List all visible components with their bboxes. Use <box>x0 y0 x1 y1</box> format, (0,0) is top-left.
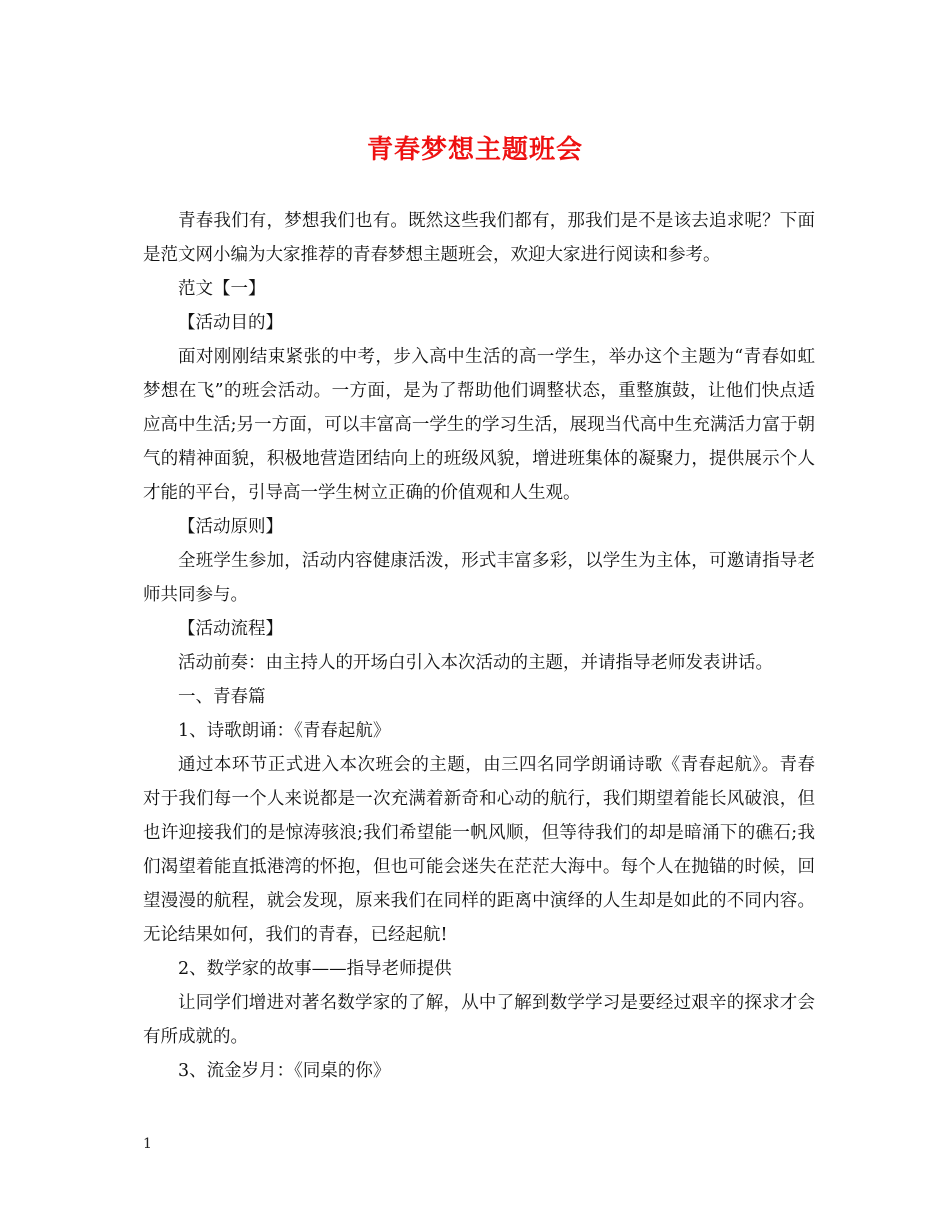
item-heading-song: 3、流金岁月：《同桌的你》 <box>178 1061 391 1081</box>
document-body <box>143 204 815 1088</box>
poem-paragraph: 通过本环节正式进入本次班会的主题，由三四名同学朗诵诗歌《青春起航》。青春对于我们每一个人来说都是一次充满着新奇和心动的航行，我们期望着能长风破浪，但也许迎接我们的是惊涛骇浪;我们希望能一帆风顺，但等待我们的却是暗涌下的礁石;我们渴望着能直抵港湾的怀抱，但也可能会迷失在茫茫大海中。每个人在抛锚的时候，回望漫漫的航程，就会发现，原来我们在同样的距离中演绎的人生却是如此的不同内容。无论结果如何，我们的青春，已经起航! <box>143 755 815 945</box>
item-heading-mathematician: 2、数学家的故事——指导老师提供 <box>178 959 452 979</box>
document-title: 青春梦想主题班会 <box>366 135 583 165</box>
page-number: 1 <box>143 1136 152 1152</box>
section-heading-purpose: 【活动目的】 <box>178 313 283 333</box>
part-heading-youth: 一、青春篇 <box>178 687 266 707</box>
sample-heading: 范文【一】 <box>178 279 266 299</box>
section-heading-process: 【活动流程】 <box>178 619 283 639</box>
purpose-paragraph: 面对刚刚结束紧张的中考，步入高中生活的高一学生，举办这个主题为“青春如虹 梦想在飞”的班会活动。一方面，是为了帮助他们调整状态，重整旗鼓，让他们快点适应高中生活;另一方面，可以丰富高一学生的学习生活，展现当代高中生充满活力富于朝气的精神面貌，积极地营造团结向上的班级风貌，增进班集体的凝聚力，提供展示个人才能的平台，引导高一学生树立正确的价值观和人生观。 <box>143 347 815 503</box>
prelude-paragraph: 活动前奏：由主持人的开场白引入本次活动的主题，并请指导老师发表讲话。 <box>178 653 773 673</box>
section-heading-principle: 【活动原则】 <box>178 517 283 537</box>
intro-paragraph: 青春我们有，梦想我们也有。既然这些我们都有，那我们是不是该去追求呢？下面是范文网小编为大家推荐的青春梦想主题班会，欢迎大家进行阅读和参考。 <box>143 211 815 265</box>
principle-paragraph: 全班学生参加，活动内容健康活泼，形式丰富多彩，以学生为主体，可邀请指导老师共同参与。 <box>143 551 815 605</box>
mathematician-paragraph: 让同学们增进对著名数学家的了解，从中了解到数学学习是要经过艰辛的探求才会有所成就的。 <box>143 993 815 1047</box>
item-heading-poem: 1、诗歌朗诵：《青春起航》 <box>178 721 391 741</box>
